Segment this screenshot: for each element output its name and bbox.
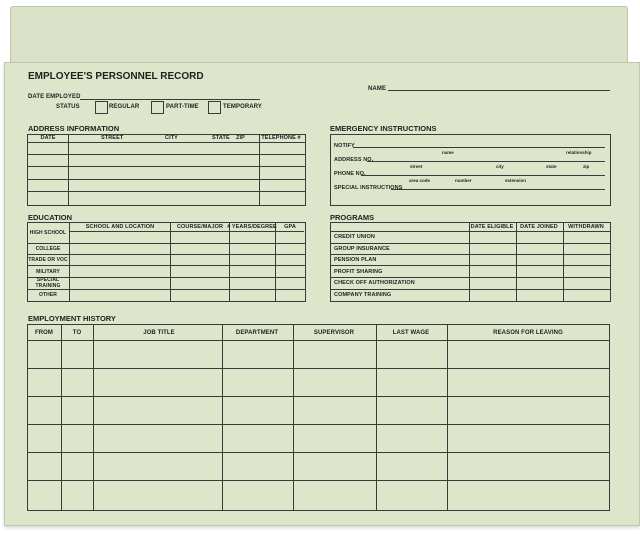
employment-col-reason: REASON FOR LEAVING: [493, 330, 563, 336]
programs-row-company-training: COMPANY TRAINING: [334, 292, 392, 298]
employment-col-supervisor: SUPERVISOR: [313, 330, 355, 336]
regular-label: REGULAR: [109, 104, 140, 110]
emergency-address-line[interactable]: [367, 161, 605, 162]
address-sub-city: city: [496, 164, 504, 169]
employment-col-line: [61, 324, 62, 511]
address-col-zip: ZIP: [236, 135, 245, 141]
regular-checkbox[interactable]: [95, 101, 108, 114]
education-row-high-school: HIGH SCHOOL: [29, 230, 67, 236]
programs-row-pension-plan: PENSION PLAN: [334, 257, 377, 263]
programs-col-withdrawn: WITHDRAWN: [568, 224, 604, 230]
programs-row-line: [330, 231, 611, 232]
education-col-school: SCHOOL AND LOCATION: [85, 224, 155, 230]
education-col-line: [229, 222, 230, 302]
folder-back-tab: [10, 6, 628, 68]
education-col-degree: # YEARS/DEGREE: [227, 224, 277, 230]
address-col-date: DATE: [40, 135, 56, 141]
programs-col-line: [516, 222, 517, 302]
programs-col-date-joined: DATE JOINED: [520, 224, 558, 230]
page-title: EMPLOYEE'S PERSONNEL RECORD: [28, 71, 204, 82]
employment-col-from: FROM: [34, 330, 54, 336]
education-col-gpa: GPA: [284, 224, 296, 230]
part-time-checkbox[interactable]: [151, 101, 164, 114]
education-header-line: [69, 231, 304, 232]
programs-row-line: [330, 243, 611, 244]
phone-label: PHONE NO.: [334, 171, 366, 177]
education-row-military: MILITARY: [36, 269, 60, 275]
programs-row-line: [330, 289, 611, 290]
programs-row-credit-union: CREDIT UNION: [334, 234, 375, 240]
employment-col-line: [222, 324, 223, 511]
education-row-special-training: SPECIAL TRAINING: [35, 277, 61, 289]
education-section-title: EDUCATION: [28, 213, 73, 222]
status-label: STATUS: [56, 104, 80, 110]
employment-col-last-wage: LAST WAGE: [392, 330, 430, 336]
programs-row-group-insurance: GROUP INSURANCE: [334, 246, 390, 252]
employment-col-job-title: JOB TITLE: [143, 330, 175, 336]
address-col-street: STREET: [101, 135, 124, 141]
employment-table: [27, 324, 610, 511]
address-sub-state: state: [546, 164, 557, 169]
programs-row-check-off: CHECK OFF AUTHORIZATION: [334, 280, 415, 286]
employment-row-line: [27, 396, 610, 397]
employment-section-title: EMPLOYMENT HISTORY: [28, 314, 116, 323]
employment-row-line: [27, 452, 610, 453]
employment-col-to: TO: [72, 330, 82, 336]
emergency-box: [330, 134, 611, 206]
programs-col-date-eligible: DATE ELIGIBLE: [470, 224, 514, 230]
education-row-other: OTHER: [39, 292, 57, 298]
address-section-title: ADDRESS INFORMATION: [28, 124, 120, 133]
employment-col-line: [93, 324, 94, 511]
address-col-line: [68, 134, 69, 206]
notify-sub-relationship: relationship: [566, 150, 592, 155]
phone-sub-extension: extension: [505, 178, 527, 183]
employment-col-line: [447, 324, 448, 511]
address-sub-street: street: [410, 164, 423, 169]
address-col-state: STATE: [212, 135, 230, 141]
name-label: NAME: [368, 86, 387, 92]
employment-header-line: [27, 340, 610, 341]
education-col-line: [275, 222, 276, 302]
programs-row-line: [330, 265, 611, 266]
emergency-section-title: EMERGENCY INSTRUCTIONS: [330, 124, 437, 133]
employment-col-line: [293, 324, 294, 511]
education-row-trade: TRADE OR VOC: [28, 257, 68, 263]
programs-col-line: [469, 222, 470, 302]
employment-row-line: [27, 424, 610, 425]
date-employed-line[interactable]: [80, 99, 260, 100]
temporary-checkbox[interactable]: [208, 101, 221, 114]
address-col-city: CITY: [165, 135, 178, 141]
date-employed-label: DATE EMPLOYED: [28, 94, 81, 100]
programs-row-line: [330, 277, 611, 278]
notify-sub-name: name: [442, 150, 454, 155]
phone-line[interactable]: [361, 175, 605, 176]
notify-label: NOTIFY: [334, 143, 355, 149]
employment-col-line: [376, 324, 377, 511]
employment-col-department: DEPARTMENT: [235, 330, 279, 336]
education-row-college: COLLEGE: [35, 246, 61, 252]
programs-row-line: [330, 254, 611, 255]
employment-row-line: [27, 480, 610, 481]
part-time-label: PART-TIME: [166, 104, 199, 110]
name-line[interactable]: [388, 90, 610, 91]
special-instructions-line[interactable]: [391, 189, 605, 190]
education-col-line: [69, 222, 70, 302]
employment-row-line: [27, 368, 610, 369]
phone-sub-area: area code: [409, 178, 431, 183]
special-instructions-label: SPECIAL INSTRUCTIONS: [334, 185, 403, 191]
programs-row-profit-sharing: PROFIT SHARING: [334, 269, 383, 275]
programs-section-title: PROGRAMS: [330, 213, 375, 222]
notify-line[interactable]: [353, 147, 605, 148]
education-col-course: COURSE/MAJOR: [176, 224, 224, 230]
phone-sub-number: number: [455, 178, 472, 183]
address-col-telephone: TELEPHONE #: [261, 135, 301, 141]
emergency-address-label: ADDRESS NO.: [334, 157, 374, 163]
address-col-line: [259, 134, 260, 206]
address-sub-zip: zip: [583, 164, 590, 169]
education-col-line: [170, 222, 171, 302]
programs-col-line: [563, 222, 564, 302]
temporary-label: TEMPORARY: [223, 104, 263, 110]
